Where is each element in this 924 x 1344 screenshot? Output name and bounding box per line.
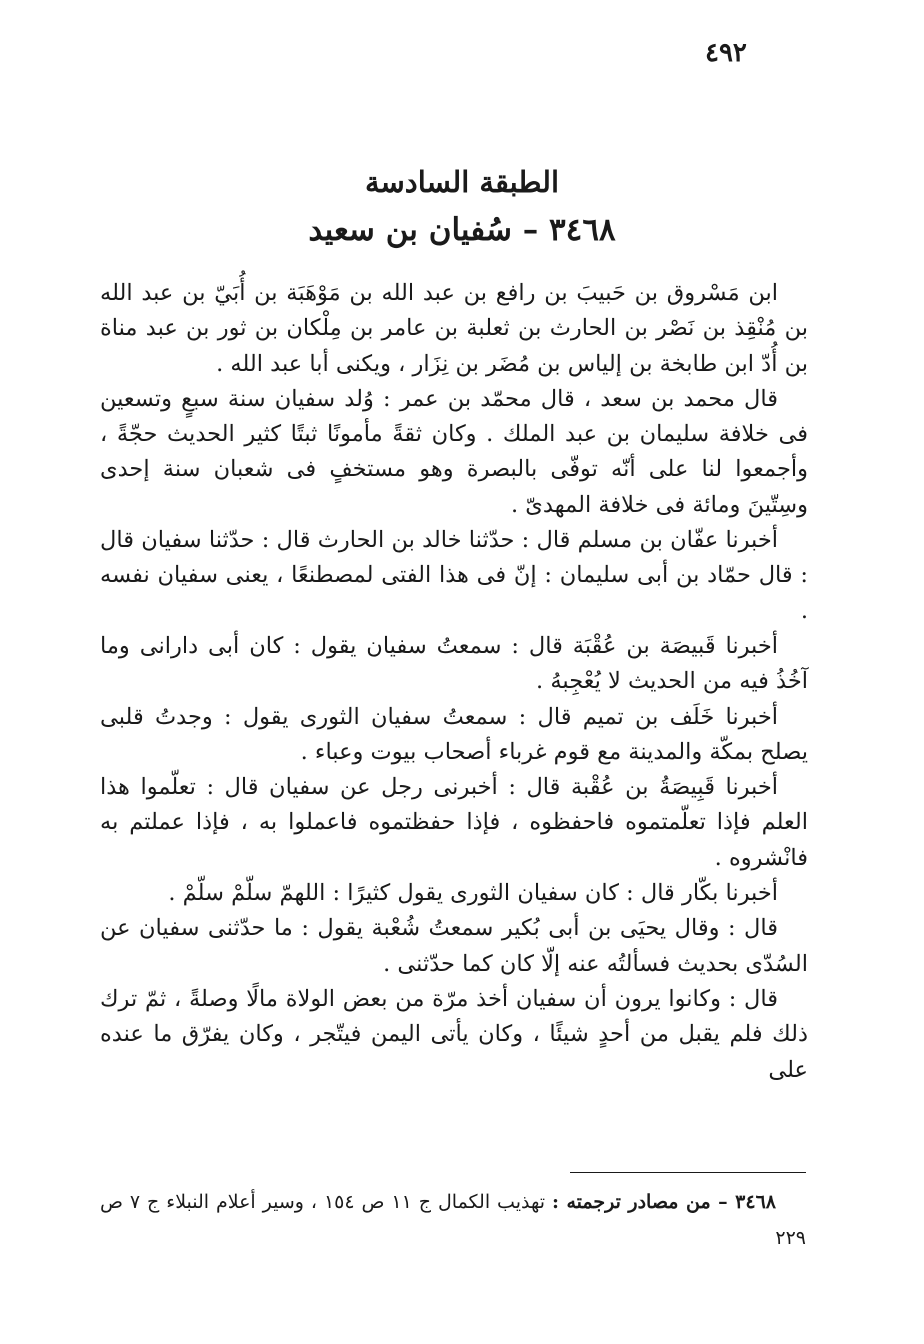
paragraph: قال : وقال يحيَى بن أبى بُكير سمعتُ شُعْبة يقول : ما حدّثنى سفيان عن السُدّى بحديث فسألتُه عنه إلّا كان كما حدّثنى . (100, 915, 808, 977)
paragraph: قال : وكانوا يرون أن سفيان أخذ مرّة من بعض الولاة مالًا وصلةً ، ثمّ ترك ذلك فلم يقبل من أحدٍ شيئًا ، وكان يأتى اليمن فيتّجر ، وكان يفرّق ما عنده على (100, 985, 808, 1083)
paragraph: ابن مَسْروق بن حَبيبَ بن رافع بن عبد الله بن مَوْهَبَة بن أُبَيّ بن عبد الله بن مُنْقِذ بن نَصْر بن الحارث بن ثعلبة بن عامر بن مِلْكان بن ثور بن عبد مناة بن أُدّ ابن طابخة بن إلياس بن مُضَر بن نِزَار ، ويكنى أبا عبد الله . (100, 280, 808, 377)
entry-heading: ٣٤٦٨ – سُفيان بن سعيد (308, 212, 616, 248)
paragraph: أخبرنا قَبِيصَةُ بن عُقْبة قال : أخبرنى رجل عن سفيان قال : تعلّموا هذا العلم فإذا تعلّمتموه فاحفظوه ، فإذا حفظتموه فاعملوا به ، فإذا عملتم به فانْشروه . (100, 774, 808, 871)
paragraph: أخبرنا بكّار قال : كان سفيان الثورى يقول كثيرًا : اللهمّ سلّمْ سلّمْ . (168, 880, 778, 907)
footnote-label: ٣٤٦٨ – من مصادر ترجمته : (551, 1191, 776, 1213)
footnote-paragraph (100, 1184, 806, 1256)
paragraph: أخبرنا قَبيصَة بن عُقْبَة قال : سمعتُ سفيان يقول : كان أبى دارانى وما آخُذُ فيه من الحديث لا يُعْجِبهُ . (100, 632, 808, 695)
paragraph: قال محمد بن سعد ، قال محمّد بن عمر : وُلد سفيان سنة سبعٍ وتسعين فى خلافة سليمان بن عبد الملك . وكان ثقةً مأمونًا ثبتًا كثير الحديث حجّةً ، وأجمعوا لنا على أنّه توفّى بالبصرة وهو مستخفٍ فى شعبان سنة إحدى وسِتّينَ ومائة فى خلافة المهدىّ . (100, 385, 808, 518)
paragraph: أخبرنا عفّان بن مسلم قال : حدّثنا خالد بن الحارث قال : حدّثنا سفيان قال : قال حمّاد بن أبى سليمان : إنّ فى هذا الفتى لمصطنعًا ، يعنى سفيان نفسه . (100, 527, 808, 624)
page-number: ٤٩٢ (705, 38, 747, 68)
paragraph: أخبرنا خَلَف بن تميم قال : سمعتُ سفيان الثورى يقول : وجدتُ قلبى يصلح بمكّة والمدينة مع قوم غرباء أصحاب بيوت وعباء . (100, 703, 808, 765)
footnote-divider (570, 1172, 806, 1173)
main-text (100, 276, 808, 1088)
footnote-text: تهذيب الكمال ج ١١ ص ١٥٤ ، وسير أعلام النبلاء ج ٧ ص ٢٢٩ (100, 1191, 806, 1249)
footnote (100, 1184, 806, 1256)
section-heading: الطبقة السادسة (364, 165, 560, 199)
